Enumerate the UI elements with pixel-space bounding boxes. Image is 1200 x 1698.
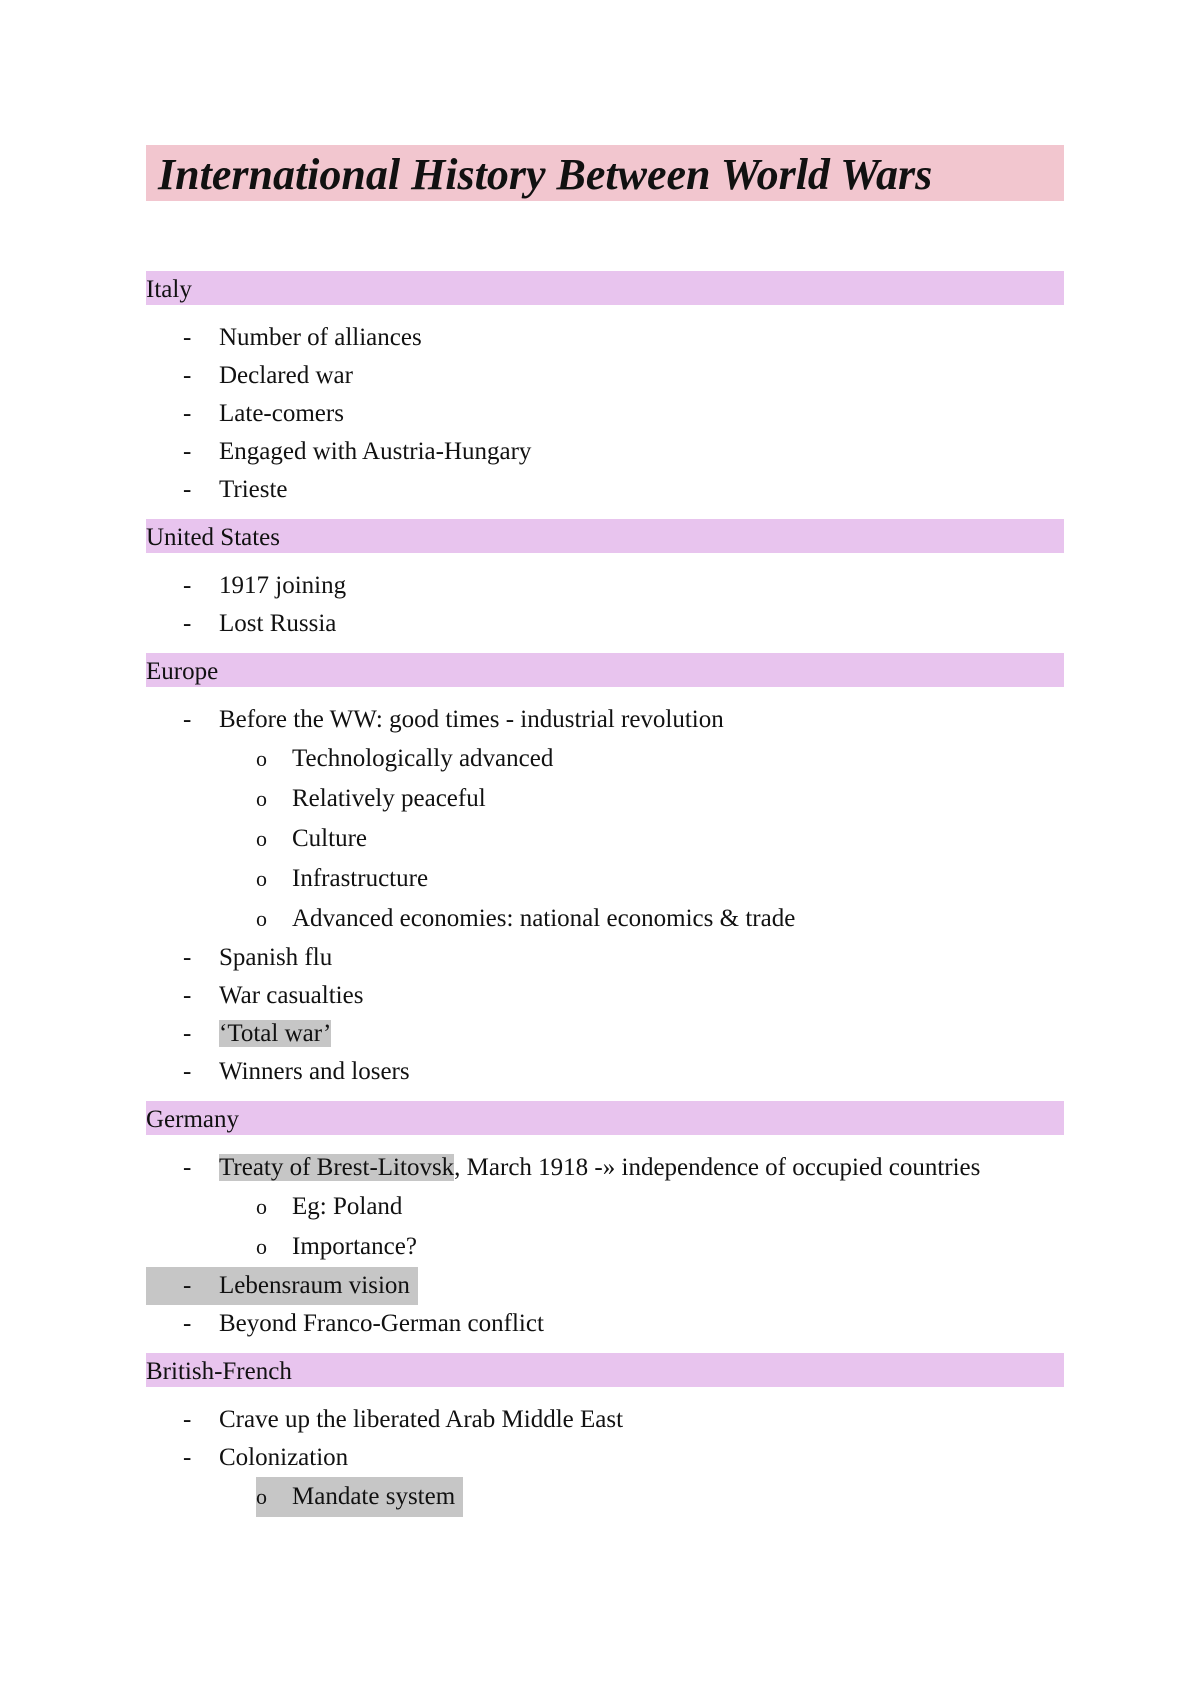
bullet-list [146, 687, 1064, 1101]
dash-bullet-icon: - [183, 324, 192, 351]
section-germany [146, 1101, 1064, 1353]
list-item-text: Engaged with Austria-Hungary [219, 438, 532, 465]
highlighted-row [256, 1477, 463, 1517]
dash-bullet-icon: - [183, 1310, 192, 1337]
bullet-list [146, 1387, 1064, 1527]
dash-bullet-icon: - [183, 982, 192, 1009]
list-item-text: War casualties [219, 982, 364, 1009]
title-spacer [146, 201, 1064, 271]
dash-bullet-icon: - [183, 572, 192, 599]
list-item [146, 939, 1064, 977]
list-item [146, 1149, 1064, 1267]
bullet-list [146, 305, 1064, 519]
circle-bullet-icon: o [256, 786, 267, 811]
circle-bullet-icon: o [256, 746, 267, 771]
circle-bullet-icon: o [256, 1484, 267, 1509]
sub-list-item [219, 859, 1064, 899]
list-item [146, 433, 1064, 471]
sub-list-item-text: Advanced economies: national economics & trade [292, 905, 796, 932]
section-heading: United States [146, 519, 1064, 553]
list-item-text: Beyond Franco-German conflict [219, 1310, 544, 1337]
list-item [146, 567, 1064, 605]
dash-bullet-icon: - [183, 1058, 192, 1085]
dash-bullet-icon: - [183, 706, 192, 733]
sub-list-item-text: Culture [292, 825, 367, 852]
sub-list-item-text: Importance? [292, 1233, 417, 1260]
sub-list-item [219, 899, 1064, 939]
list-item [146, 395, 1064, 433]
bullet-list [146, 1135, 1064, 1353]
list-item [146, 471, 1064, 509]
highlighted-text: Mandate system [292, 1483, 456, 1510]
sub-list-item-text: Eg: Poland [292, 1193, 403, 1220]
list-item-text: 1917 joining [219, 572, 347, 599]
sub-list-item [219, 1227, 1064, 1267]
sub-list-item [219, 1477, 1064, 1517]
circle-bullet-icon: o [256, 866, 267, 891]
dash-bullet-icon: - [183, 1272, 192, 1299]
list-item [146, 701, 1064, 939]
circle-bullet-icon: o [256, 1194, 267, 1219]
list-item-text: Before the WW: good times - industrial revolution [219, 706, 724, 733]
list-item [146, 1015, 1064, 1053]
highlighted-text: ‘Total war’ [219, 1020, 332, 1047]
dash-bullet-icon: - [183, 400, 192, 427]
dash-bullet-icon: - [183, 1444, 192, 1471]
dash-bullet-icon: - [183, 362, 192, 389]
sub-bullet-list [219, 739, 1064, 939]
dash-bullet-icon: - [183, 944, 192, 971]
list-item [146, 1305, 1064, 1343]
sub-list-item [219, 779, 1064, 819]
sub-bullet-list [219, 1477, 1064, 1517]
document-title: International History Between World Wars [146, 145, 1064, 201]
sub-list-item [219, 739, 1064, 779]
list-item-text: Colonization [219, 1444, 349, 1471]
highlighted-text: Lebensraum vision [219, 1272, 410, 1299]
sub-list-item-text: Infrastructure [292, 865, 429, 892]
list-item-text: Late-comers [219, 400, 344, 427]
list-item-text: Lost Russia [219, 610, 337, 637]
list-item [146, 1401, 1064, 1439]
highlighted-text: Treaty of Brest-Litovsk [219, 1154, 455, 1181]
dash-bullet-icon: - [183, 1154, 192, 1181]
circle-bullet-icon: o [256, 1234, 267, 1259]
circle-bullet-icon: o [256, 906, 267, 931]
sub-list-item [219, 1187, 1064, 1227]
document-page [146, 145, 1064, 1527]
list-item-text: , March 1918 -» independence of occupied countries [454, 1154, 981, 1181]
section-heading: British-French [146, 1353, 1064, 1387]
dash-bullet-icon: - [183, 476, 192, 503]
list-item [146, 1439, 1064, 1517]
dash-bullet-icon: - [183, 438, 192, 465]
section-united-states [146, 519, 1064, 653]
list-item [146, 1053, 1064, 1091]
dash-bullet-icon: - [183, 610, 192, 637]
section-heading: Europe [146, 653, 1064, 687]
section-europe [146, 653, 1064, 1101]
list-item-text: Winners and losers [219, 1058, 410, 1085]
list-item-text: Trieste [219, 476, 288, 503]
list-item [146, 319, 1064, 357]
section-heading: Germany [146, 1101, 1064, 1135]
list-item-text: Crave up the liberated Arab Middle East [219, 1406, 624, 1433]
section-british-french [146, 1353, 1064, 1527]
list-item-text: Spanish flu [219, 944, 333, 971]
dash-bullet-icon: - [183, 1406, 192, 1433]
sub-list-item-text: Technologically advanced [292, 745, 554, 772]
sub-list-item-text: Relatively peaceful [292, 785, 486, 812]
list-item [146, 1267, 1064, 1305]
section-heading: Italy [146, 271, 1064, 305]
sub-list-item [219, 819, 1064, 859]
sub-bullet-list [219, 1187, 1064, 1267]
section-italy [146, 271, 1064, 519]
list-item [146, 977, 1064, 1015]
list-item-text: Declared war [219, 362, 353, 389]
bullet-list [146, 553, 1064, 653]
list-item-text: Number of alliances [219, 324, 422, 351]
list-item [146, 357, 1064, 395]
dash-bullet-icon: - [183, 1020, 192, 1047]
list-item [146, 605, 1064, 643]
circle-bullet-icon: o [256, 826, 267, 851]
highlighted-row [146, 1267, 418, 1305]
